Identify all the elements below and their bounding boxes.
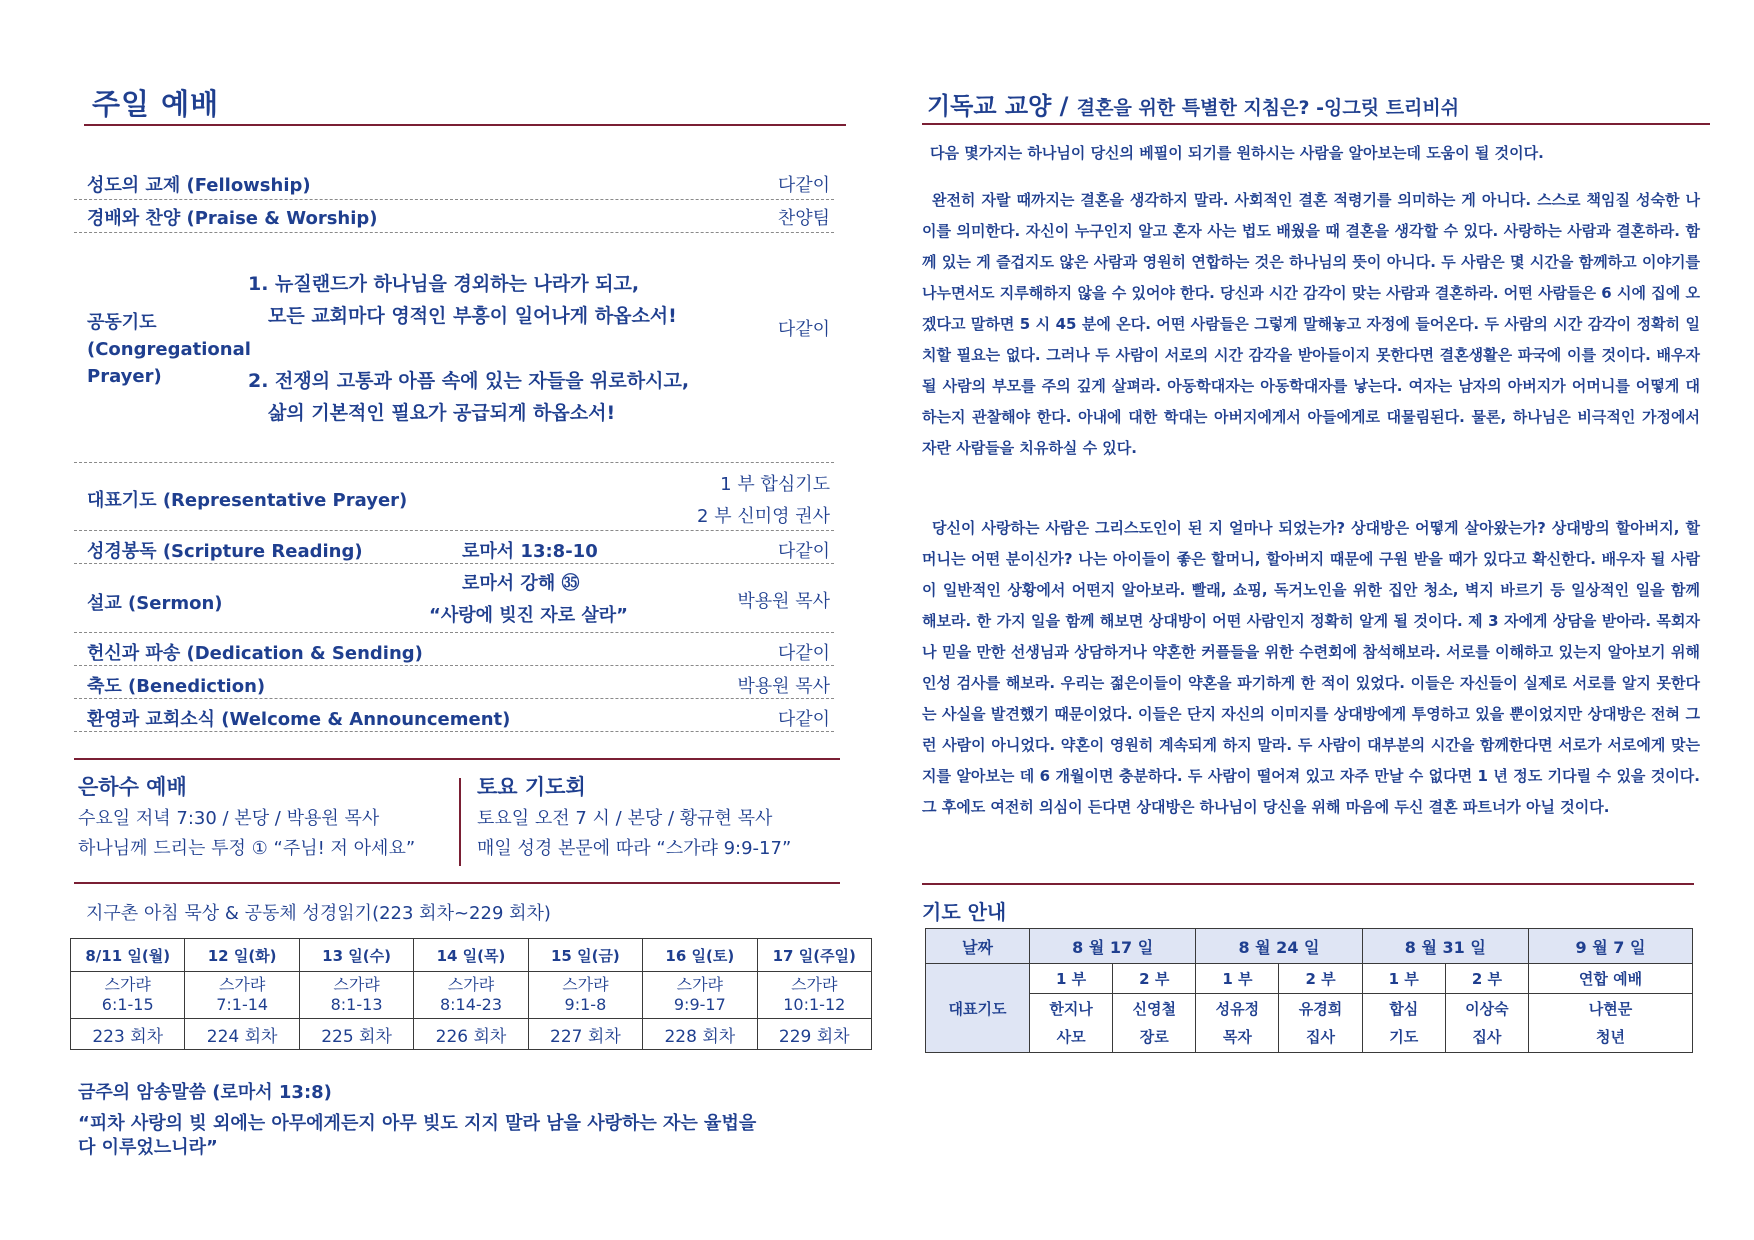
guide-part: 연합 예배 (1529, 964, 1693, 994)
representative-prayer (87, 470, 830, 530)
divider (74, 632, 834, 633)
divider (74, 731, 834, 732)
guide-leader (1445, 994, 1528, 1053)
article-title (927, 86, 1459, 121)
service-label: 성경봉독 (Scripture Reading) (87, 541, 363, 562)
reading-passages-row (71, 972, 872, 1019)
service-leader: 1 부 합심기도 (720, 474, 830, 495)
leader-role: 청년 (1596, 1028, 1625, 1046)
wednesday-service-info: 수요일 저녁 7:30 / 본당 / 박용원 목사 (78, 808, 380, 829)
guide-date: 8 월 31 일 (1362, 929, 1528, 964)
guide-leader (1113, 994, 1196, 1053)
book: 스가랴 (791, 975, 838, 994)
section-rule (74, 882, 840, 884)
verse: 9:9-17 (673, 995, 726, 1014)
prayer-guide-table (925, 928, 1693, 1053)
guide-parts-row (926, 964, 1693, 994)
leader-role: 목자 (1222, 1028, 1252, 1046)
reading-plan-title: 지구촌 아침 묵상 & 공동체 성경읽기(223 회차~229 회차) (86, 903, 551, 924)
guide-part: 1 부 (1362, 964, 1445, 994)
service-leader: 다같이 (777, 175, 830, 196)
article-paragraph: 완전히 자랄 때까지는 결혼을 생각하지 말라. 사회적인 결혼 적령기를 의미하는 게 아니다. 스스로 책임질 성숙한 나이를 의미한다. 자신이 누구인지 알고 혼자 사는 법도 배웠을 때 결혼을 생각할 수 있다. 사랑하는 사람과 결혼하라. 함께 있는 게 즐겁지도 않은 사람과 영원히 연합하는 것은 하나님의 뜻이 아니다. 두 사람은 몇 시간을 함께하고 이야기를 나누면서도 지루해하지 않을 수 있어야 한다. 당신과 시간 감각이 맞는 사람과 결혼하라. 어떤 사람들은 6 시에 집에 오겠다고 말하면 5 시 45 분에 온다. 어떤 사람들은 그렇게 말해놓고 자정에 들어온다. 두 사람의 시간 감각이 정확히 일치할 필요는 없다. 그러나 두 사람이 서로의 시간 감각을 받아들이지 못한다면 결혼생활은 파국에 이를 것이다. 배우자 될 사람의 부모를 주의 깊게 살펴라. 아동학대자는 아동학대자를 낳는다. 여자는 남자의 아버지가 어머니를 어떻게 대하는지 관찰해야 한다. 아내에 대한 학대는 아버지에게서 아들에게로 대물림된다. 물론, 하나님은 비극적인 가정에서 자란 사람들을 치유하실 수 있다. (922, 191, 1700, 457)
verse: 10:1-12 (783, 995, 846, 1014)
verse: 6:1-15 (101, 995, 154, 1014)
guide-row-label: 대표기도 (926, 964, 1030, 1053)
book: 스가랴 (218, 975, 266, 994)
guide-leader (1279, 994, 1362, 1053)
verse: 8:1-13 (330, 995, 383, 1014)
sermon-title: “사랑에 빚진 자로 살라” (429, 605, 628, 626)
service-leader: 다같이 (777, 643, 830, 664)
scripture-ref: 로마서 13:8-10 (462, 541, 598, 562)
service-leader: 찬양팀 (777, 208, 830, 229)
book: 스가랴 (333, 975, 380, 994)
prayer-guide-title: 기도 안내 (922, 900, 1007, 924)
divider (74, 563, 834, 564)
divider (74, 199, 834, 200)
reading-passage (643, 972, 757, 1019)
leader-name: 신영철 (1132, 1000, 1176, 1018)
guide-leader (1196, 994, 1279, 1053)
reading-day: 14 일(목) (414, 939, 528, 972)
wednesday-service-title: 은하수 예배 (78, 775, 187, 799)
guide-date: 8 월 17 일 (1030, 929, 1196, 964)
article-heading: 결혼을 위한 특별한 지침은? -잉그릿 트리비쉬 (1076, 97, 1460, 119)
guide-leader (1529, 994, 1693, 1053)
prayer-line: 삶의 기본적인 필요가 공급되게 하옵소서! (268, 402, 616, 424)
divider (74, 698, 834, 699)
reading-count: 225 회차 (299, 1019, 413, 1050)
prayer-label-ko: 공동기도 (87, 312, 157, 333)
service-leader: 2 부 신미영 권사 (697, 506, 830, 527)
service-leader: 다같이 (777, 319, 830, 340)
reading-passage (185, 972, 299, 1019)
reading-passage (528, 972, 642, 1019)
wednesday-service-topic: 하나님께 드리는 투정 ① “주님! 저 아세요” (78, 838, 416, 859)
title-rule (922, 123, 1710, 125)
verse: 8:14-23 (439, 995, 502, 1014)
leader-role: 기도 (1389, 1028, 1419, 1046)
service-label: 축도 (Benediction) (87, 676, 266, 697)
prayer-item-1 (248, 268, 677, 332)
reading-counts-row (71, 1019, 872, 1050)
reading-count: 224 회차 (185, 1019, 299, 1050)
title-separator: / (1051, 92, 1077, 120)
title-rule (84, 124, 846, 126)
guide-date: 9 월 7 일 (1529, 929, 1693, 964)
service-leader: 다같이 (777, 541, 830, 562)
guide-leader (1030, 994, 1113, 1053)
reading-passage (414, 972, 528, 1019)
article-intro: 다음 몇가지는 하나님이 당신의 베필이 되기를 원하시는 사람을 알아보는데 도움이 될 것이다. (930, 144, 1544, 162)
saturday-prayer-title: 토요 기도회 (477, 775, 586, 799)
guide-date-label: 날짜 (926, 929, 1030, 964)
guide-dates-row (926, 929, 1693, 964)
column-separator (459, 778, 461, 866)
guide-part: 2 부 (1113, 964, 1196, 994)
guide-part: 2 부 (1445, 964, 1528, 994)
page-title: 주일 예배 (92, 87, 220, 121)
leader-name: 합심 (1389, 1000, 1419, 1018)
reading-count: 229 회차 (757, 1019, 871, 1050)
guide-part: 1 부 (1030, 964, 1113, 994)
service-label: 헌신과 파송 (Dedication & Sending) (87, 643, 423, 664)
leader-role: 집사 (1306, 1028, 1336, 1046)
book: 스가랴 (447, 975, 495, 994)
reading-passage (71, 972, 185, 1019)
memory-verse-line: 다 이루었느니라” (78, 1137, 218, 1158)
memory-verse-title: 금주의 암송말씀 (로마서 13:8) (78, 1082, 332, 1103)
service-label: 대표기도 (Representative Prayer) (87, 490, 408, 511)
reading-day: 12 일(화) (185, 939, 299, 972)
book: 스가랴 (676, 975, 723, 994)
guide-names-row (926, 994, 1693, 1053)
verse: 7:1-14 (216, 995, 269, 1014)
reading-day: 16 일(토) (643, 939, 757, 972)
divider (74, 462, 834, 463)
guide-date: 8 월 24 일 (1196, 929, 1362, 964)
leader-role: 집사 (1472, 1028, 1502, 1046)
reading-day: 8/11 일(월) (71, 939, 185, 972)
service-label: 환영과 교회소식 (Welcome & Announcement) (87, 709, 511, 730)
verse: 9:1-8 (564, 995, 607, 1014)
reading-day: 17 일(주일) (757, 939, 871, 972)
guide-part: 2 부 (1279, 964, 1362, 994)
leader-name: 유경희 (1298, 1000, 1343, 1018)
prayer-line: 모든 교회마다 영적인 부흥이 일어나게 하옵소서! (268, 305, 677, 327)
memory-verse-line: “피차 사랑의 빚 외에는 아무에게든지 아무 빚도 지지 말라 남을 사랑하는 자는 율법을 (78, 1113, 757, 1134)
prayer-label-en2: Prayer) (87, 366, 162, 387)
reading-days-row (71, 939, 872, 972)
reading-count: 227 회차 (528, 1019, 642, 1050)
reading-count: 228 회차 (643, 1019, 757, 1050)
service-leader: 박용원 목사 (737, 676, 830, 697)
divider (74, 530, 834, 531)
leader-name: 이상숙 (1465, 1000, 1509, 1018)
leader-name: 한지나 (1049, 1000, 1093, 1018)
reading-count: 226 회차 (414, 1019, 528, 1050)
sermon (87, 569, 830, 631)
prayer-line: 2. 전쟁의 고통과 아픔 속에 있는 자들을 위로하시고, (248, 370, 690, 392)
reading-count: 223 회차 (71, 1019, 185, 1050)
saturday-prayer-info: 토요일 오전 7 시 / 본당 / 황규현 목사 (477, 808, 773, 829)
saturday-prayer-topic: 매일 성경 본문에 따라 “스가랴 9:9-17” (477, 838, 792, 859)
leader-name: 나현문 (1588, 1000, 1633, 1018)
reading-passage (757, 972, 871, 1019)
divider (74, 665, 834, 666)
book: 스가랴 (104, 975, 151, 994)
reading-day: 15 일(금) (528, 939, 642, 972)
reading-passage (299, 972, 413, 1019)
section-rule (74, 758, 840, 760)
guide-part: 1 부 (1196, 964, 1279, 994)
article-paragraph: 당신이 사랑하는 사람은 그리스도인이 된 지 얼마나 되었는가? 상대방은 어떻게 살아왔는가? 상대방의 할아버지, 할머니는 어떤 분이신가? 나는 아이들이 좋은 할머니, 할아버지 때문에 구원 받을 때가 있다고 확신한다. 배우자 될 사람이 일반적인 상황에서 어떤지 알아보라. 빨래, 쇼핑, 독거노인을 위한 집안 청소, 벽지 바르기 등 일상적인 일을 함께 해보라. 한 가지 일을 함께 해보면 상대방이 어떤 사람인지 정확히 알게 될 것이다. 제 3 자에게 상담을 받아라. 목회자나 믿을 만한 선생님과 상담하거나 약혼한 커플들을 위한 수련회에 참석해보라. 서로를 이해하고 있는지 알아보기 위해 인성 검사를 해보라. 우리는 젊은이들이 약혼을 파기하게 한 적이 있었다. 이들은 자신들이 실제로 서로를 알지 못한다는 사실을 발견했기 때문이었다. 이들은 단지 자신의 이미지를 상대방에게 투영하고 있을 뿐이었지만 상대방은 전혀 그런 사람이 아니었다. 약혼이 영원히 계속되게 하지 말라. 두 사람이 대부분의 시간을 함께한다면 서로가 서로에게 맞는지를 알아보는 데 6 개월이면 충분하다. 두 사람이 떨어져 있고 자주 만날 수 없다면 1 년 정도 기다릴 수 있을 것이다. 그 후에도 여전히 의심이 든다면 상대방은 하나님이 당신을 위해 마음에 두신 결혼 파트너가 아닐 것이다. (922, 519, 1700, 816)
service-label: 설교 (Sermon) (87, 593, 223, 614)
reading-day: 13 일(수) (299, 939, 413, 972)
leader-role: 장로 (1139, 1028, 1169, 1046)
service-label: 성도의 교제 (Fellowship) (87, 175, 311, 196)
leader-role: 사모 (1056, 1028, 1086, 1046)
service-label: 경배와 찬양 (Praise & Worship) (87, 208, 378, 229)
prayer-label-en: (Congregational (87, 339, 251, 360)
prayer-line: 1. 뉴질랜드가 하나님을 경외하는 나라가 되고, (248, 273, 640, 295)
leader-name: 성유정 (1215, 1000, 1260, 1018)
service-leader: 다같이 (777, 709, 830, 730)
book: 스가랴 (562, 975, 609, 994)
reading-plan-table (70, 938, 872, 1050)
prayer-item-2 (248, 365, 689, 429)
section-rule (922, 883, 1694, 885)
divider (74, 232, 834, 233)
service-leader: 박용원 목사 (737, 591, 830, 612)
sermon-series: 로마서 강해 ㉟ (462, 573, 580, 594)
article-category: 기독교 교양 (927, 92, 1052, 120)
guide-leader (1362, 994, 1445, 1053)
